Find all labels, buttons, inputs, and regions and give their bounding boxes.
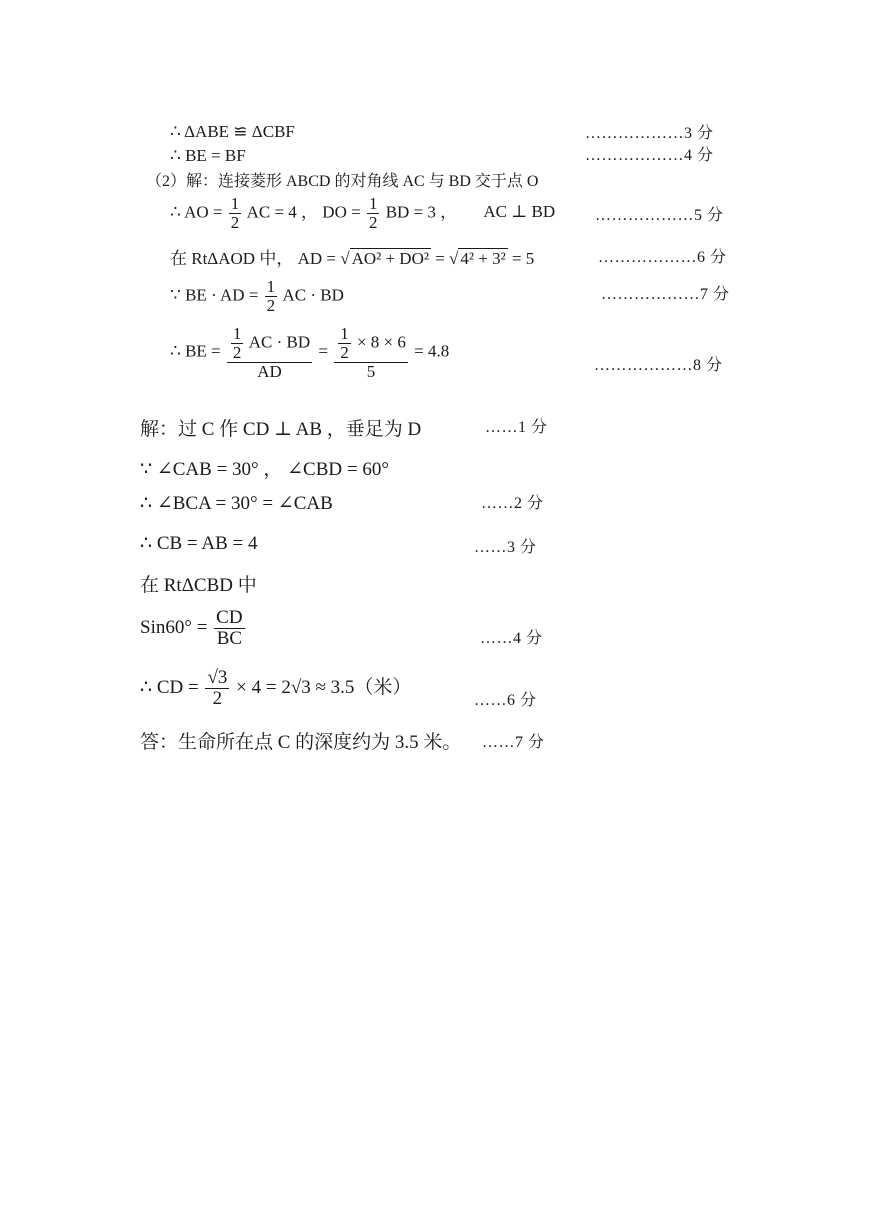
score-3: ………………3 分 <box>585 125 714 142</box>
score-p2-2: ……2 分 <box>481 495 544 512</box>
half-fraction: $\frac{1}{2}$ <box>230 194 240 232</box>
half-fraction: $\frac{1}{2}$ <box>368 194 378 232</box>
construct-line: 解：过 C 作 CD ⊥ AB ，垂足为 D <box>140 419 422 440</box>
score-5: ………………5 分 <box>595 207 724 224</box>
ac-bd-text: AC · BD <box>282 285 344 305</box>
cd-label: ∴ CD = <box>140 676 199 698</box>
bd-text: BD = 3 ， <box>385 202 458 222</box>
sin60-label: Sin60° = <box>140 616 208 638</box>
result-5: = 5 <box>511 249 535 268</box>
perpendicular-text: AC ⊥ BD <box>483 202 556 222</box>
score-p2-4: ……4 分 <box>480 630 543 647</box>
final-answer-line: 答：生命所在点 C 的深度约为 3.5 米。 <box>140 732 462 753</box>
be-ad-label: ∵ BE · AD = <box>170 285 259 305</box>
half-fraction: $\frac{1}{2}$ <box>232 324 242 362</box>
triangle-cbd-line: 在 RtΔCBD 中 <box>140 575 257 596</box>
score-p2-3: ……3 分 <box>474 539 537 556</box>
cd-result: × 4 = 2√3 ≈ 3.5（米） <box>236 676 412 698</box>
be-compute-line <box>170 325 449 381</box>
half-fraction: $\frac{1}{2}$ <box>266 277 276 315</box>
cb-equals-ab-line: ∴ CB = AB = 4 <box>140 533 258 554</box>
ao-label: ∴ AO = <box>170 202 223 222</box>
cd-compute-line <box>140 668 411 709</box>
score-8: ………………8 分 <box>594 357 723 374</box>
score-6: ………………6 分 <box>598 249 727 266</box>
sqrt-ao-do: AO² + DO² <box>351 249 429 268</box>
score-p2-6: ……6 分 <box>474 692 537 709</box>
be-equals-bf-line: ∴ BE = BF <box>170 146 246 165</box>
half-fraction: $\frac{1}{2}$ <box>340 324 349 362</box>
equals: = <box>435 249 445 268</box>
ad-pythagoras-line: 在 RtΔAOD 中， AD = √ AO² + DO² = √ 4² + 3² = 5 <box>170 249 535 268</box>
angles-given-line: ∵ ∠CAB = 30° ， ∠CBD = 60° <box>140 459 389 480</box>
sqrt3-over-2-fraction: $\frac{√3}{2}$ <box>207 667 228 709</box>
ao-do-line <box>170 195 555 232</box>
be-fraction: $\frac{1}{2}$ AC · BD AD <box>227 325 312 381</box>
result-4-8: = 4.8 <box>414 341 450 361</box>
score-p2-1: ……1 分 <box>485 419 548 436</box>
sqrt-4-3: 4² + 3² <box>460 249 506 268</box>
score-p2-7: ……7 分 <box>482 734 545 751</box>
angle-bca-line: ∴ ∠BCA = 30° = ∠CAB <box>140 493 333 514</box>
score-4: ………………4 分 <box>585 147 714 164</box>
score-7: ………………7 分 <box>601 286 730 303</box>
ac-do-text: AC = 4 ， DO = <box>246 202 361 222</box>
be-label: ∴ BE = <box>170 341 221 361</box>
congruence-line: ∴ ΔABE ≌ ΔCBF <box>170 122 295 141</box>
area-line <box>170 278 344 315</box>
sin60-line <box>140 608 247 649</box>
equals: = <box>318 341 328 361</box>
numeric-fraction: $\frac{1}{2}$ × 8 × 6 5 <box>334 325 408 381</box>
part2-intro-line: （2）解：连接菱形 ABCD 的对角线 AC 与 BD 交于点 O <box>146 173 539 190</box>
cd-bc-fraction: $\frac{CD}{BC}$ <box>216 607 243 649</box>
ad-label: 在 RtΔAOD 中， AD = <box>170 249 336 268</box>
